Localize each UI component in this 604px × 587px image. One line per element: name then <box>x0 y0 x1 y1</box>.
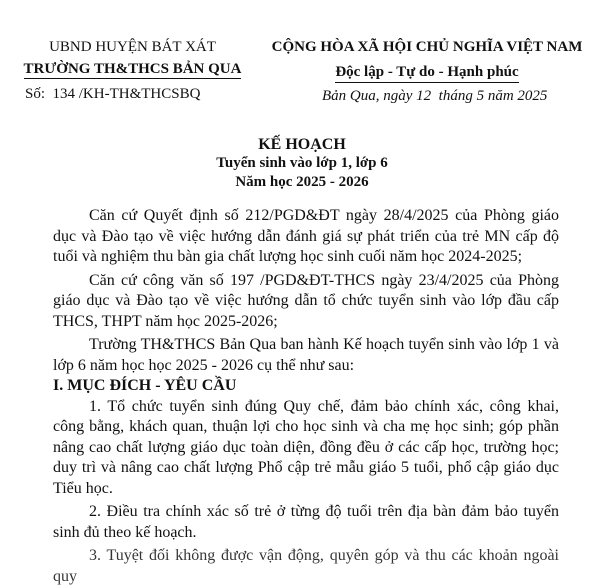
list-item-1: 1. Tổ chức tuyển sinh đúng Quy chế, đảm bảo chính xác, công khai, công bằng, khách quan, thuận lợi cho học sinh và cha mẹ học sinh; góp phần nâng cao chất lượng giáo dục toàn diện, đồng đều ở các cấp học, trường học; duy trì và nâng cao chất lượng Phổ cập trẻ mẫu giáo 5 tuổi, phổ cập giáo dục Tiểu học. <box>53 397 559 497</box>
document-subject: Tuyển sinh vào lớp 1, lớp 6 <box>216 155 388 171</box>
school-year: Năm học 2025 - 2026 <box>235 174 369 190</box>
place-date-line: Bản Qua, ngày 12 tháng 5 năm 2025 <box>322 88 548 104</box>
document-number: Số: 134 /KH-TH&THCSBQ <box>25 86 201 102</box>
header-right <box>250 36 604 83</box>
document-body <box>53 206 559 587</box>
issuing-authority: UBND HUYỆN BÁT XÁT <box>49 39 216 55</box>
section-heading-1: I. MỤC ĐÍCH - YÊU CẦU <box>53 377 237 394</box>
national-title: CỘNG HÒA XÃ HỘI CHỦ NGHĨA VIỆT NAM <box>271 39 583 55</box>
paragraph-basis-2: Căn cứ công văn số 197 /PGD&ĐT-THCS ngày 23/4/2025 của Phòng giáo dục và Đào tạo về việc hướng dẫn tổ chức tuyển sinh vào lớp đầu cấp THCS, THPT năm học 2025-2026; <box>53 271 559 330</box>
document-type: KẾ HOẠCH <box>258 136 346 153</box>
list-item-2: 2. Điều tra chính xác số trẻ ở từng độ tuổi trên địa bàn đảm bảo tuyển sinh đủ theo kế hoạch. <box>53 503 559 541</box>
paragraph-basis-1: Căn cứ Quyết định số 212/PGD&ĐT ngày 28/4/2025 của Phòng giáo dục và Đào tạo về việc hướng dẫn đánh giá sự phát triển của trẻ MN cấp độ tuổi và nghiệm thu bàn gia chất lượng học sinh cuối năm học 2024-2025; <box>53 207 559 265</box>
list-item-3-partial: 3. Tuyệt đối không được vận động, quyên góp và thu các khoản ngoài quy <box>53 547 559 585</box>
document-title-block <box>0 135 604 192</box>
national-motto: Độc lập - Tự do - Hạnh phúc <box>335 62 518 83</box>
header-left <box>0 36 265 80</box>
school-name: TRƯỜNG TH&THCS BẢN QUA <box>23 61 242 77</box>
paragraph-intro: Trường TH&THCS Bản Qua ban hành Kế hoạch tuyển sinh vào lớp 1 và lớp 6 năm học học 2025 - 2026 cụ thể như sau: <box>53 336 559 374</box>
